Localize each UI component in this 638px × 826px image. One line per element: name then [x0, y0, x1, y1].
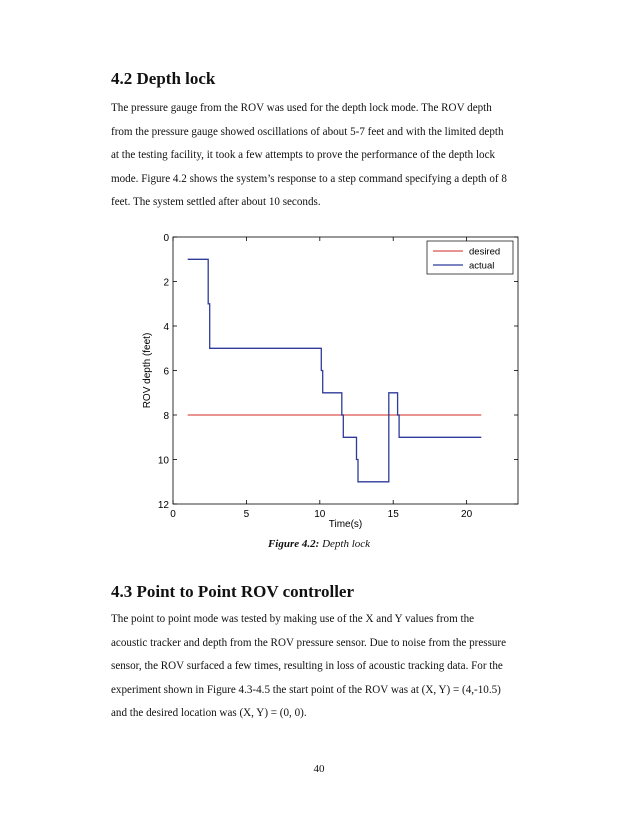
y-tick-label: 12 — [157, 500, 169, 511]
x-tick-label: 5 — [243, 509, 250, 520]
text-line: and the desired location was (X, Y) = (0, 0). — [111, 707, 307, 719]
y-axis-label: ROV depth (feet) — [142, 332, 153, 409]
figure-caption-label: Figure 4.2: — [267, 538, 320, 550]
x-tick-label: 20 — [461, 509, 473, 520]
x-tick-label: 0 — [170, 509, 176, 520]
x-axis-label: Time(s) — [328, 519, 363, 530]
text-line: sensor, the ROV surfaced a few times, resulting in loss of acoustic tracking data. For the — [111, 660, 503, 672]
page-number: 40 — [313, 763, 325, 775]
figure-caption — [0, 538, 638, 550]
y-tick-label: 8 — [163, 411, 169, 422]
text-line: The pressure gauge from the ROV was used for the depth lock mode. The ROV depth — [111, 102, 492, 114]
section-heading-depth-lock: 4.2 Depth lock — [111, 69, 216, 88]
y-tick-label: 6 — [163, 366, 169, 378]
text-line: mode. Figure 4.2 shows the system’s response to a step command specifying a depth of 8 — [111, 172, 507, 185]
plot-area — [173, 237, 518, 504]
y-tick-label: 0 — [163, 233, 169, 244]
legend-label-desired: desired — [469, 246, 501, 258]
text-line: from the pressure gauge showed oscillations of about 5-7 feet and with the limited depth — [111, 125, 504, 138]
y-tick-label: 4 — [163, 322, 169, 333]
y-tick-label: 10 — [157, 455, 169, 467]
text-line: The point to point mode was tested by making use of the X and Y values from the — [111, 613, 475, 625]
x-tick-label: 15 — [387, 509, 399, 520]
figure-caption-text: Depth lock — [319, 538, 371, 550]
text-line: acoustic tracker and depth from the ROV pressure sensor. Due to noise from the pressure — [111, 636, 507, 649]
text-line: feet. The system settled after about 10 seconds. — [111, 196, 321, 208]
section-heading-point-to-point: 4.3 Point to Point ROV controller — [111, 582, 355, 601]
paragraph-point-to-point — [111, 608, 541, 726]
y-tick-label: 2 — [163, 277, 169, 289]
x-tick-label: 10 — [314, 509, 326, 520]
text-line: experiment shown in Figure 4.3-4.5 the start point of the ROV was at (X, Y) = (4,-10.5) — [111, 683, 501, 696]
text-line: at the testing facility, it took a few attempts to prove the performance of the depth lock — [111, 149, 496, 161]
legend-label-actual: actual — [469, 260, 495, 272]
